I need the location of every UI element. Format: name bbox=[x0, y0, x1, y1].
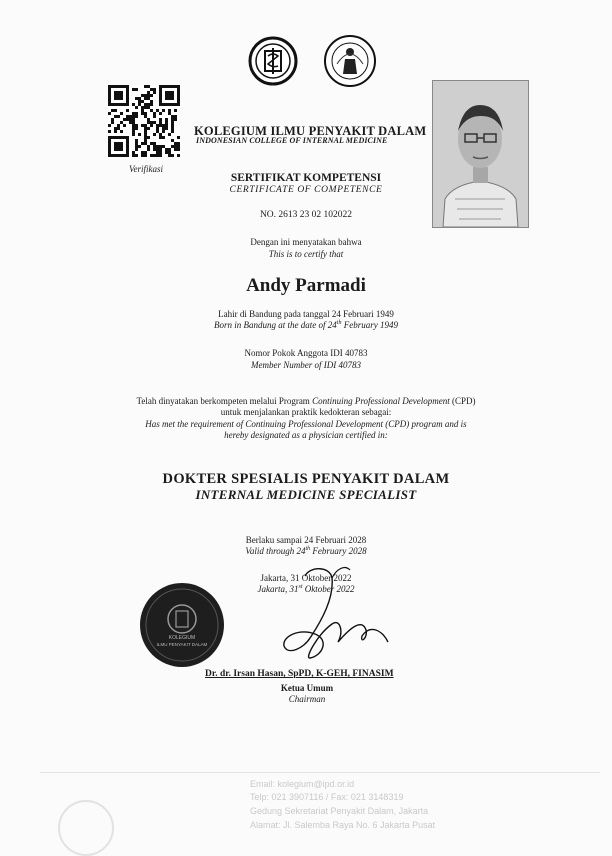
holder-name: Andy Parmadi bbox=[246, 275, 366, 296]
competence-statement-en-1: Has met the requirement of Continuing Professional Development (CPD) program and is bbox=[145, 419, 467, 429]
signer-name: Dr. dr. Irsan Hasan, SpPD, K-GEH, FINASIM bbox=[205, 669, 394, 679]
birth-info-en-text: Born in Bandung at the date of 24 bbox=[214, 320, 337, 330]
competence-statement-italic: Continuing Professional Development bbox=[312, 396, 450, 406]
birth-info-en-sup: th bbox=[336, 320, 342, 326]
birth-info-en-suffix: February 1949 bbox=[341, 320, 398, 330]
competence-statement-pre: Telah dinyatakan berkompeten melalui Program bbox=[136, 396, 313, 406]
birth-info-en bbox=[100, 320, 512, 330]
signer-role-id: Ketua Umum bbox=[280, 683, 334, 693]
college-name-en: INDONESIAN COLLEGE OF INTERNAL MEDICINE bbox=[196, 136, 388, 145]
footer-line-3: Gedung Sekretariat Penyakit Dalam, Jakarta bbox=[250, 806, 429, 816]
issue-place-date-id: Jakarta, 31 Oktober 2022 bbox=[260, 573, 352, 583]
specialty-id: DOKTER SPESIALIS PENYAKIT DALAM bbox=[162, 471, 450, 487]
certificate-number: NO. 2613 23 02 102022 bbox=[259, 210, 353, 220]
seal-text-2: ILMU PENYAKIT DALAM bbox=[156, 642, 208, 647]
qr-caption: Verifikasi bbox=[129, 164, 163, 174]
validity-id: Berlaku sampai 24 Februari 2028 bbox=[245, 535, 367, 545]
verification-qr-code[interactable] bbox=[108, 85, 180, 157]
association-logo bbox=[323, 34, 377, 88]
certify-statement-id: Dengan ini menyatakan bahwa bbox=[250, 237, 362, 247]
footer-line-2: Telp: 021 3907116 / Fax: 021 3148319 bbox=[250, 792, 404, 802]
footer-line-1: Email: kolegium@ipd.or.id bbox=[250, 779, 355, 789]
competence-statement-id-2: untuk menjalankan praktik kedokteran sebagai: bbox=[220, 407, 392, 417]
seal-text-1: KOLEGIUM bbox=[168, 635, 196, 641]
validity-en bbox=[100, 546, 512, 556]
member-number-id: Nomor Pokok Anggota IDI 40783 bbox=[244, 348, 368, 358]
competence-statement-post: (CPD) bbox=[449, 396, 476, 406]
certificate-title-id: SERTIFIKAT KOMPETENSI bbox=[230, 172, 382, 184]
certify-statement-en: This is to certify that bbox=[268, 249, 344, 259]
college-seal bbox=[140, 583, 224, 667]
signer-role-en: Chairman bbox=[288, 694, 326, 704]
validity-en-suffix: February 2028 bbox=[310, 546, 367, 556]
issue-place-en-suffix: Oktober 2022 bbox=[302, 584, 355, 594]
chairman-signature bbox=[270, 558, 400, 668]
validity-en-sup: th bbox=[305, 546, 311, 552]
specialty-en: INTERNAL MEDICINE SPECIALIST bbox=[195, 487, 417, 502]
college-logo bbox=[248, 36, 298, 86]
issue-place-en-text: Jakarta, 31 bbox=[257, 584, 299, 594]
competence-statement-en-2: hereby designated as a physician certified in: bbox=[224, 430, 388, 440]
birth-info-id: Lahir di Bandung pada tanggal 24 Februari 1949 bbox=[218, 309, 394, 319]
member-number-en: Member Number of IDI 40783 bbox=[251, 360, 361, 370]
college-name-id: KOLEGIUM ILMU PENYAKIT DALAM bbox=[194, 124, 427, 138]
competence-statement-id-1 bbox=[80, 396, 532, 406]
issue-place-en-sup: st bbox=[298, 584, 303, 590]
validity-en-text: Valid through 24 bbox=[245, 546, 306, 556]
certificate-title-en: CERTIFICATE OF COMPETENCE bbox=[229, 185, 383, 195]
footer-logo-faint bbox=[58, 800, 114, 856]
footer-line-4: Alamat: Jl. Salemba Raya No. 6 Jakarta Pusat bbox=[250, 820, 436, 830]
footer-divider bbox=[40, 772, 600, 773]
holder-photo bbox=[432, 80, 529, 228]
